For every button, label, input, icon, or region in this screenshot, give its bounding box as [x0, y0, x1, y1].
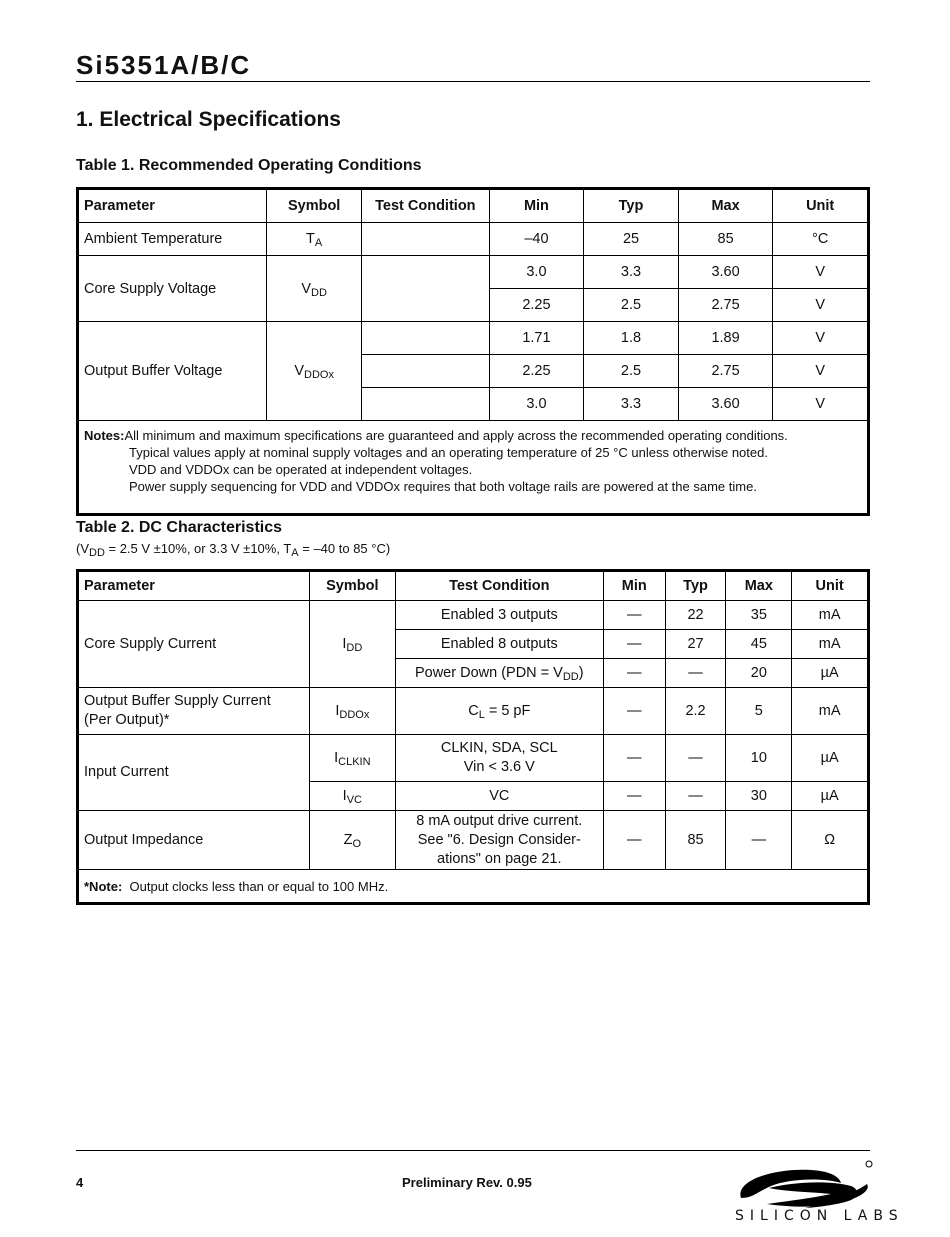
test-condition-cell: [362, 322, 490, 355]
typ-cell: 85: [665, 811, 726, 870]
test-condition-cell: Enabled 8 outputs: [395, 630, 603, 659]
table2-caption: Table 2. DC Characteristics: [76, 519, 283, 536]
notes-cell: *Note: Output clocks less than or equal to 100 MHz.: [78, 870, 869, 904]
max-cell: 30: [726, 782, 792, 811]
min-cell: 3.0: [489, 256, 584, 289]
max-cell: 1.89: [678, 322, 773, 355]
min-cell: —: [603, 688, 665, 735]
test-condition-cell: 8 mA output drive current. See "6. Design Consider- ations" on page 21.: [395, 811, 603, 870]
max-cell: —: [726, 811, 792, 870]
unit-cell: mA: [792, 630, 869, 659]
logo-wordmark: SILICON LABS: [735, 1208, 904, 1224]
table-row: [78, 811, 869, 870]
table-recommended-operating-conditions: [76, 187, 870, 516]
unit-cell: V: [773, 289, 869, 322]
table-header-row: [78, 571, 869, 601]
typ-cell: 27: [665, 630, 726, 659]
min-cell: 2.25: [489, 289, 584, 322]
footer-divider: [76, 1150, 870, 1151]
note-line: Notes:All minimum and maximum specifications are guaranteed and apply across the recommended operating conditions.: [84, 428, 788, 443]
symbol-cell: $I_{DDOx}$: [309, 688, 395, 735]
page-number: 4: [76, 1175, 84, 1190]
table2-conditions: ($V_{DD} = 2.5$ V ±10%, or 3.3 V ±10%, $T_A = -40$ to 85 °C): [76, 541, 391, 559]
column-header: Test Condition: [395, 571, 603, 601]
typ-cell: 2.2: [665, 688, 726, 735]
symbol-cell: $I_{VC}$: [309, 782, 395, 811]
parameter-cell: Output Impedance: [78, 811, 310, 870]
max-cell: 45: [726, 630, 792, 659]
max-cell: 3.60: [678, 256, 773, 289]
notes-label: Notes:: [84, 428, 125, 443]
max-cell: 20: [726, 659, 792, 688]
min-cell: —: [603, 659, 665, 688]
column-header: Min: [603, 571, 665, 601]
min-cell: —: [603, 782, 665, 811]
unit-cell: Ω: [792, 811, 869, 870]
note-line: Power supply sequencing for VDD and VDDOx requires that both voltage rails are powered at the same time.: [129, 479, 757, 494]
unit-cell: V: [773, 256, 869, 289]
typ-cell: 1.8: [584, 322, 679, 355]
column-header: Test Condition: [362, 189, 490, 223]
typ-cell: 2.5: [584, 289, 679, 322]
min-cell: 2.25: [489, 355, 584, 388]
test-condition-cell: VC: [395, 782, 603, 811]
unit-cell: V: [773, 355, 869, 388]
notes-row: [78, 421, 869, 515]
symbol-cell: $Z_O$: [309, 811, 395, 870]
column-header: Min: [489, 189, 584, 223]
column-header: Unit: [773, 189, 869, 223]
unit-cell: V: [773, 388, 869, 421]
typ-cell: 25: [584, 223, 679, 256]
test-condition-cell: $C_L = 5$ pF: [395, 688, 603, 735]
symbol-cell: $I_{CLKIN}$: [309, 735, 395, 782]
test-condition-cell: [362, 256, 490, 322]
table-row: [78, 322, 869, 355]
header-divider: [76, 81, 870, 82]
max-cell: 5: [726, 688, 792, 735]
parameter-cell: Ambient Temperature: [78, 223, 267, 256]
typ-cell: 3.3: [584, 256, 679, 289]
symbol-cell: $V_{DDOx}$: [267, 322, 362, 421]
max-cell: 3.60: [678, 388, 773, 421]
table-row: [78, 735, 869, 782]
typ-cell: 22: [665, 601, 726, 630]
table-row: [78, 601, 869, 630]
table-dc-characteristics: [76, 569, 870, 905]
symbol-cell: $V_{DD}$: [267, 256, 362, 322]
column-header: Max: [726, 571, 792, 601]
unit-cell: mA: [792, 688, 869, 735]
typ-cell: 3.3: [584, 388, 679, 421]
note-line: VDD and VDDOx can be operated at independent voltages.: [129, 462, 473, 477]
test-condition-cell: [362, 355, 490, 388]
parameter-cell: Core Supply Current: [78, 601, 310, 688]
column-header: Typ: [665, 571, 726, 601]
unit-cell: µA: [792, 782, 869, 811]
document-title: Si5351A/B/C: [76, 50, 252, 80]
min-cell: 1.71: [489, 322, 584, 355]
test-condition-cell: [362, 223, 490, 256]
column-header: Typ: [584, 189, 679, 223]
parameter-cell: Output Buffer Voltage: [78, 322, 267, 421]
table-row: [78, 223, 869, 256]
unit-cell: V: [773, 322, 869, 355]
column-header: Parameter: [78, 189, 267, 223]
parameter-cell: Core Supply Voltage: [78, 256, 267, 322]
revision-label: Preliminary Rev. 0.95: [402, 1175, 532, 1190]
typ-cell: 2.5: [584, 355, 679, 388]
note-line: Typical values apply at nominal supply voltages and an operating temperature of 25 °C unless otherwise noted.: [129, 445, 768, 460]
column-header: Parameter: [78, 571, 310, 601]
column-header: Max: [678, 189, 773, 223]
table-row: [78, 688, 869, 735]
test-condition-cell: Enabled 3 outputs: [395, 601, 603, 630]
unit-cell: °C: [773, 223, 869, 256]
table-row: [78, 256, 869, 289]
symbol-cell: $T_A$: [267, 223, 362, 256]
table-header-row: [78, 189, 869, 223]
typ-cell: —: [665, 782, 726, 811]
min-cell: –40: [489, 223, 584, 256]
parameter-cell: Input Current: [78, 735, 310, 811]
typ-cell: —: [665, 735, 726, 782]
max-cell: 2.75: [678, 355, 773, 388]
min-cell: 3.0: [489, 388, 584, 421]
min-cell: —: [603, 811, 665, 870]
symbol-cell: $I_{DD}$: [309, 601, 395, 688]
unit-cell: mA: [792, 601, 869, 630]
column-header: Symbol: [309, 571, 395, 601]
unit-cell: µA: [792, 735, 869, 782]
parameter-cell: Output Buffer Supply Current (Per Output)*: [78, 688, 310, 735]
notes-cell: [78, 421, 869, 515]
max-cell: 35: [726, 601, 792, 630]
min-cell: —: [603, 735, 665, 782]
notes-row: [78, 870, 869, 904]
max-cell: 85: [678, 223, 773, 256]
column-header: Symbol: [267, 189, 362, 223]
unit-cell: µA: [792, 659, 869, 688]
section-title: 1. Electrical Specifications: [76, 108, 341, 131]
min-cell: —: [603, 601, 665, 630]
max-cell: 10: [726, 735, 792, 782]
max-cell: 2.75: [678, 289, 773, 322]
test-condition-cell: CLKIN, SDA, SCL Vin < 3.6 V: [395, 735, 603, 782]
typ-cell: —: [665, 659, 726, 688]
column-header: Unit: [792, 571, 869, 601]
min-cell: —: [603, 630, 665, 659]
test-condition-cell: Power Down $(PDN = V_{DD})$: [395, 659, 603, 688]
notes-label: *Note:: [84, 878, 123, 894]
test-condition-cell: [362, 388, 490, 421]
table1-caption: Table 1. Recommended Operating Conditions: [76, 157, 422, 174]
